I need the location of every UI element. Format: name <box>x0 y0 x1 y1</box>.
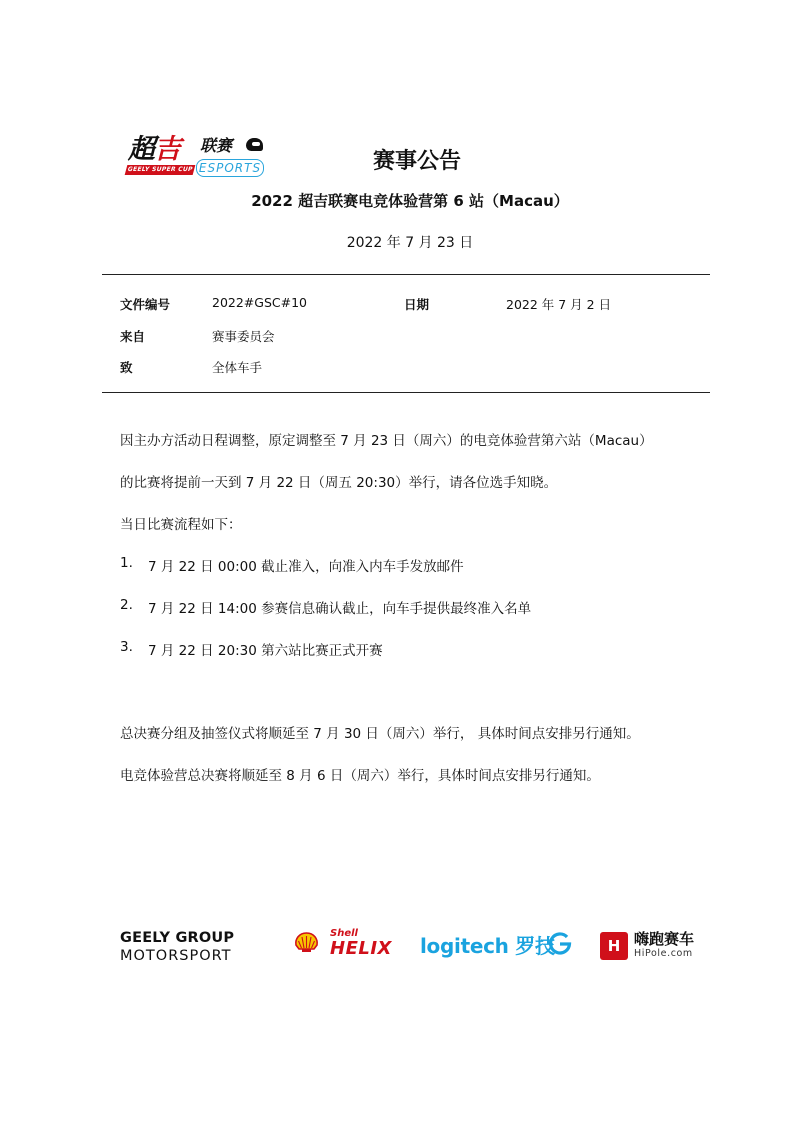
list-item-number: 2. <box>120 597 133 613</box>
logo-band: GEELY SUPER CUP <box>125 165 196 175</box>
shell-wordmark: Shell <box>330 928 358 939</box>
file-no-label: 文件编号 <box>120 297 171 312</box>
paragraph-1-line-1: 因主办方活动日程调整，原定调整至 7 月 23 日（周六）的电竞体验营第六站（Macau） <box>120 433 653 449</box>
from-label: 来自 <box>120 329 146 344</box>
paragraph-2: 总决赛分组及抽签仪式将顺延至 7 月 30 日（周六）举行， 具体时间点安排另行通知。 <box>120 726 640 742</box>
shell-helix-logo <box>330 928 392 959</box>
logitech-g-icon <box>548 932 572 956</box>
list-item: 7 月 22 日 20:30 第六站比赛正式开赛 <box>148 643 383 659</box>
file-no-value: 2022#GSC#10 <box>212 295 308 310</box>
page-subtitle: 2022 超吉联赛电竞体验营第 6 站（Macau） <box>251 192 569 210</box>
hipole-logo <box>634 930 694 959</box>
paragraph-3: 电竞体验营总决赛将顺延至 8 月 6 日（周六）举行，具体时间点安排另行通知。 <box>120 768 600 784</box>
date-label: 日期 <box>404 297 430 312</box>
hipole-name: 嗨跑赛车 <box>634 930 695 948</box>
helix-wordmark: HELIX <box>330 938 392 959</box>
hipole-url: HiPole.com <box>634 948 693 959</box>
logo-esports-badge: ESPORTS <box>196 159 264 177</box>
to-label: 致 <box>120 360 133 375</box>
from-value: 赛事委员会 <box>212 329 275 344</box>
logitech-logo: logitech 罗技 <box>420 934 555 958</box>
schedule-intro: 当日比赛流程如下： <box>120 517 242 533</box>
geely-line-2: MOTORSPORT <box>120 948 232 964</box>
list-item-number: 1. <box>120 555 133 571</box>
logo-league-text: 联赛 <box>200 136 233 155</box>
shell-pecten-icon <box>294 932 319 953</box>
to-value: 全体车手 <box>212 360 263 375</box>
divider-bottom <box>102 392 710 393</box>
announcement-date: 2022 年 7 月 23 日 <box>346 235 474 251</box>
list-item: 7 月 22 日 14:00 参赛信息确认截止，向车手提供最终准入名单 <box>148 601 532 617</box>
divider-top <box>102 274 710 275</box>
list-item: 7 月 22 日 00:00 截止准入，向准入内车手发放邮件 <box>148 559 464 575</box>
date-value: 2022 年 7 月 2 日 <box>506 297 612 312</box>
hipole-logo-icon: H <box>600 932 628 960</box>
geely-line-1: GEELY GROUP <box>120 930 235 946</box>
paragraph-1-line-2: 的比赛将提前一天到 7 月 22 日（周五 20:30）举行，请各位选手知晓。 <box>120 475 558 491</box>
logo-wordmark: 超吉 <box>128 134 180 165</box>
list-item-number: 3. <box>120 639 133 655</box>
geely-motorsport-logo <box>120 929 234 965</box>
page-title: 赛事公告 <box>372 149 461 174</box>
